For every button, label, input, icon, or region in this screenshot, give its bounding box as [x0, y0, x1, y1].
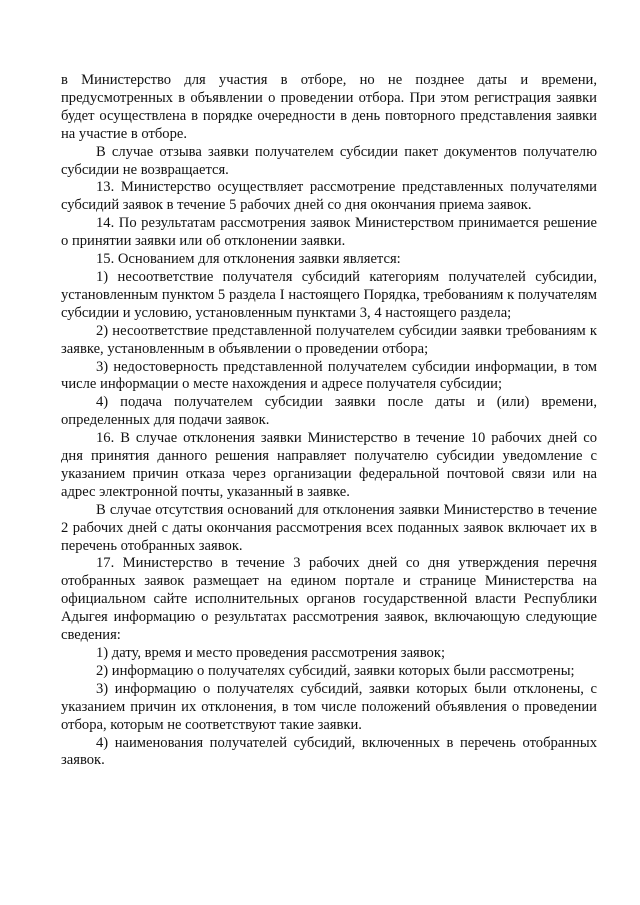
- paragraph-15: 15. Основанием для отклонения заявки является:: [96, 251, 401, 268]
- paragraph-17-item-2: 2) информацию о получателях субсидий, заявки которых были рассмотрены;: [96, 662, 575, 679]
- paragraph-15-item-3: 3) недостоверность представленной получателем субсидии информации, в том числе информации о месте нахождения и адресе получателя субсидии;: [61, 358, 597, 393]
- document-body: [61, 72, 597, 770]
- paragraph-14: 14. По результатам рассмотрения заявок Министерством принимается решение о принятии заявки или об отклонении заявки.: [61, 215, 597, 250]
- paragraph-16-no-grounds: В случае отсутствия оснований для отклонения заявки Министерство в течение 2 рабочих дней с даты окончания рассмотрения всех поданных заявок включает их в перечень отобранных заявок.: [61, 501, 597, 554]
- paragraph-16: 16. В случае отклонения заявки Министерство в течение 10 рабочих дней со дня принятия данного решения направляет получателю субсидии уведомление с указанием причин отказа через организации федеральной почтовой связи или на адрес электронной почты, указанный в заявке.: [61, 430, 597, 500]
- paragraph-17: 17. Министерство в течение 3 рабочих дней со дня утверждения перечня отобранных заявок размещает на едином портале и странице Министерства на официальном сайте исполнительных органов государственной власти Республики Адыгея информацию о результатах рассмотрения заявок, включающую следующие сведения:: [61, 555, 597, 644]
- paragraph-13: 13. Министерство осуществляет рассмотрение представленных получателями субсидий заявок в течение 5 рабочих дней со дня окончания приема заявок.: [61, 179, 597, 214]
- paragraph-17-item-3: 3) информацию о получателях субсидий, заявки которых были отклонены, с указанием причин их отклонения, в том числе положений объявления о проведении отбора, которым не соответствуют такие заявки.: [61, 680, 597, 733]
- paragraph-15-item-4: 4) подача получателем субсидии заявки после даты и (или) времени, определенных для подачи заявок.: [61, 394, 597, 429]
- paragraph-15-item-2: 2) несоответствие представленной получателем субсидии заявки требованиям к заявке, установленным в объявлении о проведении отбора;: [61, 322, 597, 357]
- paragraph-17-item-4: 4) наименования получателей субсидий, включенных в перечень отобранных заявок.: [61, 734, 597, 769]
- paragraph-registration-continuation: в Министерство для участия в отборе, но не позднее даты и времени, предусмотренных в объявлении о проведении отбора. При этом регистрация заявки будет осуществлена в порядке очередности в день повторного представления заявки на участие в отборе.: [61, 72, 597, 142]
- paragraph-withdrawal: В случае отзыва заявки получателем субсидии пакет документов получателю субсидии не возвращается.: [61, 143, 597, 178]
- paragraph-15-item-1: 1) несоответствие получателя субсидий категориям получателей субсидии, установленным пунктом 5 раздела I настоящего Порядка, требованиям к получателям субсидии и условию, установленным пунктами 3, 4 настоящего раздела;: [61, 268, 597, 321]
- paragraph-17-item-1: 1) дату, время и место проведения рассмотрения заявок;: [96, 645, 445, 661]
